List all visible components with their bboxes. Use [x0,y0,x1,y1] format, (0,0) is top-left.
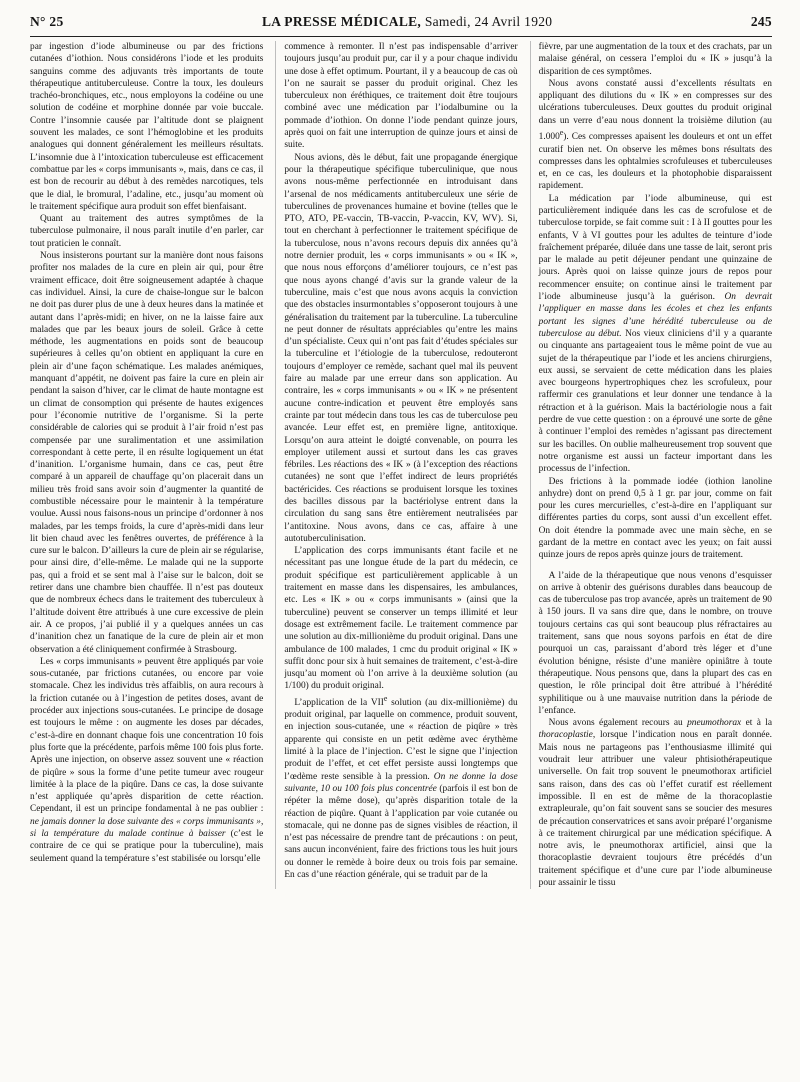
article-columns [30,41,772,889]
paragraph: La médication par l’iode albumineuse, qui est particulièrement indiquée dans les cas de scrofulose et de tuberculose torpide, se fait comme suit : I à II gouttes pour les enfants, V à VI gouttes pour les adultes de teinture d’iode fraîchement préparée, diluée dans une tasse de lait, seront pris par le malade au petit déjeuner pendant une quinzaine de jours. Après quoi on laisse quinze jours de repos pour recommencer ensuite; on continue ainsi le traitement par l’iode albumineuse jusqu’à la guérison. On devrait l’appliquer en masse dans les écoles et chez les enfants portant les signes d’une hérédité tuberculeuse ou de tuberculose au début. Nos vieux cliniciens d’il y a quarante ou cinquante ans partageaient tous le même point de vue au sujet de la thérapeutique par l’iode et les anciens chirurgiens, eux aussi, se servaient de cette médication dans les plaies avec bourgeons hypertrophiques chez les scrofuleux, pour raffermir ces granulations et leur donner une tendance à la rétraction et à la guérison. Mais la bactériologie nous a fait perdre de vue cette question : on a éprouvé une sorte de gêne à continuer l’emploi des remèdes n’agissant pas directement sur les bacilles. On oublie malheureusement trop souvent que notre organisme est aussi un facteur important dans les processus de l’infection. [538,193,772,475]
page-header [30,14,772,37]
paragraph: A l’aide de la thérapeutique que nous venons d’esquisser on arrive à obtenir des guérisons durables dans beaucoup de cas de tuberculose pas trop avancée, après un traitement de 90 à 150 jours. Il va sans dire que, dans le nombre, on trouve toujours certains cas qui sont beaucoup plus réfractaires au traitement, sans que nous soyons parfois en état de dire pourquoi un cas, paraissant d’abord très léger et d’une évolution bénigne, résiste d’une manière opiniâtre à toute thérapeutique. Nous pensons que, dans la plupart des cas en question, le rôle principal doit être attribué à l’hérédité syphilitique ou à une mauvaise nutrition dans la période de l’enfance. [538,570,772,716]
column-1 [30,41,263,889]
paragraph: L’application des corps immunisants étant facile et ne nécessitant pas une longue étude de la part du médecin, ce produit spécifique est particulièrement applicable à un traitement en masse dans les dispensaires, les ambulances, etc. Les « IK » ou « corps immunisants » (ainsi que la tuberculine) peuvent se conserver un temps illimité et leur dosage est extrêmement facile. Le traitement commence par une solution au dix-millionième du produit original. Dans une ambulance de 100 malades, 1 cmc du produit original « IK » suffit donc pour six à huit semaines de traitement, c’est-à-dire jusqu’au moment où l’on arrive à la deuxième solution (au 1/100) du produit original. [284,546,518,692]
column-3 [530,41,772,889]
paragraph: par ingestion d’iode albumineuse ou par des frictions cutanées d’iothion. Nous considérons l’iode et les produits sanguins comme des adjuvants très importants de toute thérapeutique antituberculeuse. Contre la toux, les douleurs trachéo-bronchiques, etc., nous employons la codéine ou une solution de codéine et morphine donnée par voie buccale. Contre l’insomnie causée par l’altitude dont se plaignent souvent les malades, ce sont l’hémoglobine et les produits analogues qui donnent généralement les meilleurs résultats. L’insomnie due à l’intoxication tuberculeuse est efficacement combattue par les « corps immunisants », mais, dans ce cas, il est bon de recourir au début à des remèdes narcotiques, tels que le dial, le bromural, l’adaline, etc., jusqu’au moment où le traitement spécifique aura produit son effet bienfaisant. [30,42,264,212]
paragraph: fièvre, par une augmentation de la toux et des crachats, par un malaise général, on cessera l’emploi du « IK » jusqu’à la disparition de ces symptômes. [538,42,772,77]
paragraph: commence à remonter. Il n’est pas indispensable d’arriver toujours jusqu’au produit pur, car il y a pour chaque individu une dose à effet optimum. Pourtant, il y a beaucoup de cas où l’on ne saurait se passer du produit original. Chez les tuberculeux non éréthiques, ce traitement doit être toujours combiné avec une médication par l’iodalbumine ou la pommade d’iothion. On donne l’iode pendant quinze jours, après quoi on fait une interruption de quinze jours et ainsi de suite. [284,42,518,151]
paragraph: Nous avons également recours au pneumothorax et à la thoracoplastie, lorsque l’indication nous en paraît donnée. Mais nous ne partageons pas l’enthousiasme illimité qui voudrait leur attribuer une valeur phtisiothérapeutique universelle. On fait trop souvent le pneumothorax artificiel sans raison, dans des cas où l’effet curatif est réellement impossible. Il en est de même de la thoracoplastie extrapleurale, qu’on fait souvent sans se soucier des mesures de précaution conservatrices et sans avoir préparé l’organisme à ce traitement chirurgical par une médication spécifique. A notre avis, le pneumothorax artificiel, ainsi que la thoracoplastie devraient toujours être précédés d’un traitement spécifique et d’une cure par l’iode albumineuse pour assainir le tissu [538,718,772,889]
paragraph: Nous avons constaté aussi d’excellents résultats en appliquant des dilutions du « IK » en compresses sur des ulcérations tuberculeuses. Deux gouttes du produit original dans un verre d’eau nous donnent la troisième dilution (au 1.000e). Ces compresses apaisent les douleurs et ont un effet curatif bien net. On observe les mêmes bons résultats des compresses dans les ophtalmies scrofuleuses et tuberculeuses et, en ce cas, les douleurs et la photophobie disparaissent rapidement. [538,78,772,192]
journal-name: LA PRESSE MÉDICALE, [262,14,422,29]
paragraph: Quant au traitement des autres symptômes de la tuberculose pulmonaire, il nous paraît inutile d’en parler, car tout praticien le connaît. [30,214,264,249]
paragraph: Les « corps immunisants » peuvent être appliqués par voie sous-cutanée, par frictions cutanées, ou encore par voie stomacale. Chez les individus très affaiblis, on aura recours à la friction cutanée ou à l’ingestion de petites doses, avant de procéder aux injections sous-cutanées. Le principe de dosage est toujours le même : on augmente les doses par décades, c’est-à-dire en donnant chaque fois une concentration 10 fois plus forte que la précédente, parfois même 100 fois plus forte. Après une injection, on observe assez souvent une « réaction de piqûre » sous la forme d’une petite tumeur avec rougeur limitée à la place de la piqûre. Dans ce cas, la dose suivante n’est appliquée qu’après disparition de cette réaction. Cependant, il est un principe fondamental à ne pas oublier : ne jamais donner la dose suivante des « corps immunisants », si la température du malade continue à baisser (c’est le contraire de ce qui se pratique pour la tuberculine), mais seulement quand la température s’est stabilisée ou lorsqu’elle [30,656,264,864]
publication-date: Samedi, 24 Avril 1920 [424,14,553,29]
journal-title-line [262,14,552,30]
paragraph: L’application de la VIIe solution (au dix-millionième) du produit original, par laquelle on commence, produit souvent, en injection sous-cutanée, une « réaction de piqûre » très apparente qui consiste en un petit œdème avec érythème limité à la place de l’injection. C’est le signe que l’injection produit de l’effet, et cet effet persiste aussi longtemps que l’œdème reste sensible à la pression. On ne donne la dose suivante, 10 ou 100 fois plus concentrée (parfois il est bon de répéter la même dose), qu’après disparition totale de la réaction de piqûre. Quant à l’application par voie cutanée ou stomacale, qui ne donne pas de signes visibles de réaction, il n’est pas nécessaire de prendre tant de précautions : on peut, sans aucun inconvénient, faire des frictions tous les huit jours ou donner le remède à boire deux ou trois fois par semaine. En cas d’une réaction générale, qui se traduit par de la [284,693,518,881]
column-2 [275,41,517,889]
paragraph: Des frictions à la pommade iodée (iothion lanoline anhydre) dont on prend 0,5 à 1 gr. par jour, comme on fait pour les cures mercurielles, c’est-à-dire en l’appliquant sur différentes parties du corps, sont aussi d’un excellent effet. On doit étendre la pommade avec une main sèche, en se gardant de la mettre en contact avec les yeux; on fait aussi quinze jours de repos après quinze jours de traitement. [538,476,772,561]
issue-number: N° 25 [30,14,64,29]
paragraph: Nous insisterons pourtant sur la manière dont nous faisons profiter nos malades de la cure en plein air qui, pour être vraiment efficace, doit être soigneusement adaptée à chaque cas individuel. Ainsi, la cure de chaise-longue sur le balcon ne doit pas durer plus de une à deux heures dans la matinée et autant dans l’après-midi; en hiver, on ne la laisse faire aux malades que par les beaux jours de soleil. Grâce à cette méthode, les augmentations en poids sont de beaucoup supérieures à celles qu’on obtient en appliquant la cure en plein air d’une façon schématique. Les malades anémiques, manquant d’appétit, ne doivent pas faire la cure en plein air pendant la saison d’hiver, car le climat de haute montagne est un climat de consomption qui présente de hautes exigences pour l’économie nutritive de l’organisme. Si la perte considérable de calories qui se produit à l’air froid n’est pas compensée par une suralimentation et une assimilation correspondant à cette perte, il en résulte logiquement un état d’inanition. L’organisme humain, dans ce cas, peut être comparé à un appareil de chauffage qu’on placerait dans un milieu très froid sans avoir soin d’augmenter la quantité de combustible nécessaire pour le maintenir à la température voulue. Aussi nous faisons-nous un principe d’ordonner à nos malades, par les temps froids, la cure d’après-midi dans leur lit bien chaud avec les fenêtres ouvertes, de préférence à la cure sur le balcon. D’ailleurs la cure de plein air se régularise, pour ainsi dire, d’elle-même. Le malade qui ne la supporte pas, qui a froid et se sent mal à l’aise sur le balcon, doit se retirer dans une chambre bien chauffée. Il n’est pas douteux que de nombreux échecs dans le traitement des tuberculeux à l’altitude doivent être attribués à une cure excessive de plein air. A ce propos, j’ai publié il y a quelques années un cas d’inanition chez un fanatique de la cure de plein air et mon observation a été cliniquement confirmée à Strasbourg. [30,251,264,655]
page-number: 245 [750,14,772,29]
paragraph: Nous avions, dès le début, fait une propagande énergique pour la thérapeutique spécifique tuberculinique, que nous avons nous-même perfectionnée en introduisant dans l’arsenal de nos médicaments antituberculeux une série de tuberculines de provenances humaine et bovine (telles que le PTO, ATO, PE-vaccin, TB-vaccin, P-vaccin, KV, WV). Si, tout en cherchant à perfectionner le traitement spécifique de la tuberculose, nous n’avons recours depuis dix années qu’à notre dernier produit, les « corps immunisants » ou « IK », que nous nous efforçons d’améliorer toujours, ce n’est pas que nous ayons changé d’avis sur la grande valeur de la tuberculine, mais c’est que nous avons acquis la conviction que des obstacles insurmontables s’opposeront toujours à une généralisation du traitement par la tuberculine. La tuberculine ne peut donner de résultats appréciables qu’entre les mains d’un spécialiste. Ceux qui n’ont pas fait d’études spéciales sur la tuberculine et l’étiologie de la tuberculose, redouteront toujours d’employer ce remède, sachant quel mal ils peuvent faire au malade par une erreur dans son application. Au contraire, les « corps immunisants » ou « IK » ne présentent aucune contre-indication et peuvent être employés sans crainte par tout médecin dans tous les cas de tuberculose peu avancée. Leur effet est, en première ligne, antitoxique. Lorsqu’on aura atteint le doigté convenable, on pourra les employer utilement aussi et surtout dans les cas graves fébriles. Les réactions des « IK » (à l’exception des réactions cutanées) ne sont que l’effet indirect de leurs propriétés bactéricides. Ces réactions se produisent lorsque les toxines des bacilles dissous par la bactériolyse entrent dans la circulation du sang sans être entièrement neutralisées par l’antitoxine. Nous avons, dans ce cas, affaire à une autotuberculinisation. [284,152,518,544]
